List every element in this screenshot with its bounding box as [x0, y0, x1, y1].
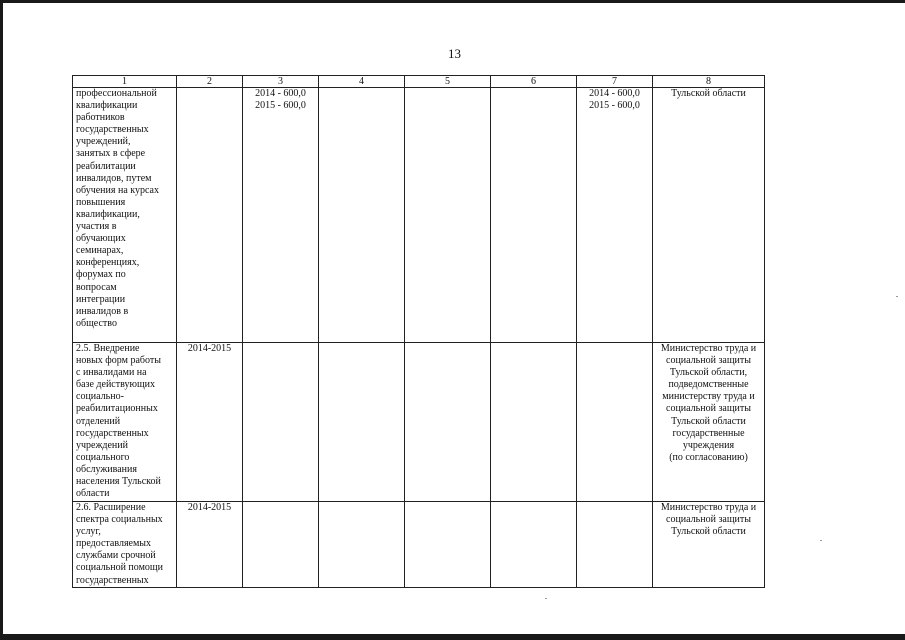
column-header-7: 7: [577, 76, 653, 88]
table-cell-col1: [73, 502, 177, 588]
cell-line: обучающих: [76, 233, 126, 245]
table-cell-col3: [243, 88, 319, 343]
cell-line: реабилитации: [76, 160, 136, 172]
scan-speck: [545, 598, 547, 599]
table-cell-col4: [319, 343, 405, 502]
cell-line: учреждений,: [76, 136, 131, 148]
cell-line: предоставляемых: [76, 538, 152, 550]
column-header-8: 8: [653, 76, 765, 88]
cell-line: Тульской области,: [669, 367, 748, 379]
cell-line: инвалидов в: [76, 305, 129, 317]
cell-line: учреждения: [682, 439, 735, 451]
measures-table: [72, 75, 765, 588]
scan-speck: [820, 540, 822, 541]
cell-line: 2.5. Внедрение: [76, 343, 140, 354]
table-cell-col6: [491, 502, 577, 588]
header-row: [73, 76, 765, 88]
table-cell-col8: [653, 88, 765, 343]
cell-line: государственные: [672, 427, 745, 439]
cell-line: общество: [76, 317, 117, 329]
table-cell-col7: [577, 88, 653, 343]
cell-line: 2015 - 600,0: [589, 100, 640, 112]
cell-line: семинарах,: [76, 245, 124, 257]
table-cell-col8: [653, 502, 765, 588]
table-cell-col6: [491, 343, 577, 502]
table-cell-col2: 2014-2015: [177, 502, 243, 588]
column-header-3: 3: [243, 76, 319, 88]
cell-line: социальной защиты: [666, 403, 751, 415]
table-cell-col3: [243, 502, 319, 588]
column-header-4: 4: [319, 76, 405, 88]
cell-line: Тульской области: [671, 526, 746, 538]
cell-line: 2014 - 600,0: [589, 88, 640, 99]
table-cell-col1: [73, 343, 177, 502]
cell-line: социального: [76, 451, 130, 463]
cell-line: работников: [76, 112, 125, 124]
cell-line: занятых в сфере: [76, 148, 146, 160]
cell-line: 2.6. Расширение: [76, 502, 146, 513]
cell-line: отделений: [76, 415, 121, 427]
cell-line: участия в: [76, 221, 117, 233]
cell-line: инвалидов, путем: [76, 172, 152, 184]
table-cell-col7: [577, 502, 653, 588]
cell-line: реабилитационных: [76, 403, 158, 415]
cell-line: социальной помощи: [76, 562, 163, 574]
cell-line: государственных: [76, 574, 149, 586]
page-number: 13: [448, 46, 461, 61]
column-header-5: 5: [405, 76, 491, 88]
cell-line: государственных: [76, 124, 149, 136]
cell-line: Тульской области: [671, 415, 746, 427]
table-cell-col6: [491, 88, 577, 343]
column-header-6: 6: [491, 76, 577, 88]
table-row: [73, 343, 765, 502]
cell-line: профессиональной: [76, 88, 157, 99]
cell-line: обучения на курсах: [76, 184, 159, 196]
cell-line: подведомственные: [668, 379, 749, 391]
cell-line: социальной защиты: [666, 355, 751, 367]
cell-line: квалификации: [76, 100, 138, 112]
cell-line: услуг,: [76, 526, 101, 538]
cell-line: 2015 - 600,0: [255, 100, 306, 112]
table-cell-col4: [319, 502, 405, 588]
cell-line: учреждений: [76, 439, 128, 451]
cell-line: социально-: [76, 391, 124, 403]
cell-line: 2014 - 600,0: [255, 88, 306, 99]
cell-line: населения Тульской: [76, 476, 161, 488]
cell-line: области: [76, 488, 110, 500]
cell-line: форумах по: [76, 269, 126, 281]
table-cell-col5: [405, 502, 491, 588]
cell-line: Тульской области: [671, 88, 746, 99]
cell-line: спектра социальных: [76, 514, 163, 526]
cell-line: вопросам: [76, 281, 117, 293]
cell-line: с инвалидами на: [76, 367, 147, 379]
table-cell-col8: [653, 343, 765, 502]
column-header-2: 2: [177, 76, 243, 88]
cell-line: Министерство труда и: [660, 343, 757, 354]
column-header-1: 1: [73, 76, 177, 88]
cell-line: государственных: [76, 427, 149, 439]
scan-speck: [896, 296, 898, 297]
cell-line: службами срочной: [76, 550, 156, 562]
cell-line: повышения: [76, 196, 126, 208]
cell-line: интеграции: [76, 293, 126, 305]
table-cell-col5: [405, 343, 491, 502]
table-cell-col7: [577, 343, 653, 502]
cell-line: министерству труда и: [662, 391, 755, 403]
table-cell-col5: [405, 88, 491, 343]
cell-line: базе действующих: [76, 379, 156, 391]
cell-line: обслуживания: [76, 463, 137, 475]
table-cell-col2: [177, 88, 243, 343]
cell-line: Министерство труда и: [660, 502, 757, 513]
table-cell-col3: [243, 343, 319, 502]
table-cell-col2: 2014-2015: [177, 343, 243, 502]
table-cell-col4: [319, 88, 405, 343]
table-row: [73, 502, 765, 588]
cell-line: квалификации,: [76, 208, 140, 220]
table-cell-col1: [73, 88, 177, 343]
cell-line: новых форм работы: [76, 355, 161, 367]
cell-line: социальной защиты: [666, 514, 751, 526]
cell-line: конференциях,: [76, 257, 140, 269]
cell-line: (по согласованию): [669, 451, 748, 463]
table-row: [73, 88, 765, 343]
